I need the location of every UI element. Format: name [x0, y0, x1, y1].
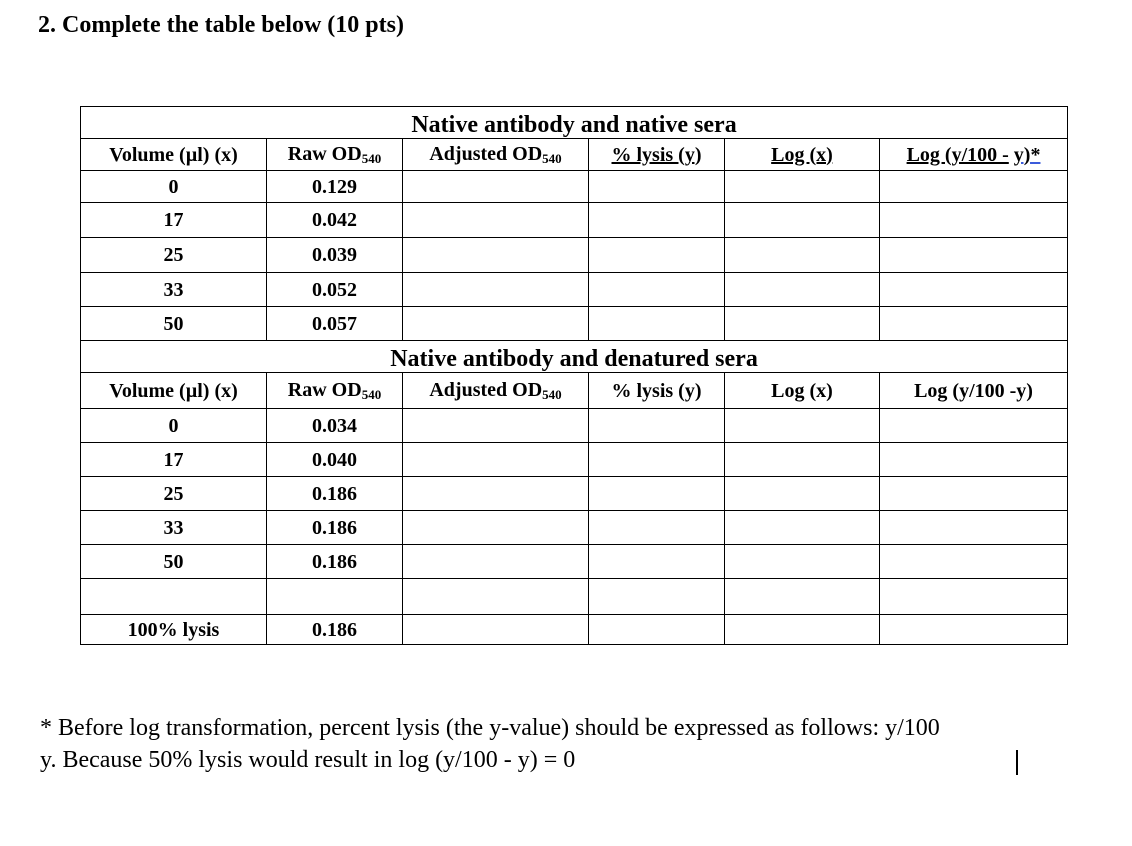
lysis-table	[80, 106, 1068, 645]
table-row	[81, 443, 1068, 477]
volume-cell: 50	[81, 307, 267, 341]
adjusted-od-cell[interactable]	[403, 307, 589, 341]
log-y-cell[interactable]	[880, 273, 1068, 307]
lysis-cell[interactable]	[589, 511, 725, 545]
log-x-cell[interactable]	[725, 511, 880, 545]
lysis-cell[interactable]	[589, 615, 725, 645]
adjusted-od-cell[interactable]	[403, 409, 589, 443]
section-caption-row	[81, 107, 1068, 139]
table-row	[81, 307, 1068, 341]
volume-cell: 17	[81, 203, 267, 238]
volume-cell: 17	[81, 443, 267, 477]
question-heading: 2. Complete the table below (10 pts)	[38, 12, 404, 38]
log-y-header: Log (y/100 -y)	[880, 373, 1068, 409]
full-lysis-row	[81, 615, 1068, 645]
lysis-cell[interactable]	[589, 273, 725, 307]
log-x-cell[interactable]	[725, 203, 880, 238]
header-row	[81, 139, 1068, 171]
full-lysis-raw-od: 0.186	[267, 615, 403, 645]
section-caption-row	[81, 341, 1068, 373]
adjusted-od-cell[interactable]	[403, 203, 589, 238]
table-row	[81, 171, 1068, 203]
log-x-cell[interactable]	[725, 238, 880, 273]
log-y-cell[interactable]	[880, 511, 1068, 545]
table-row	[81, 203, 1068, 238]
table-row	[81, 238, 1068, 273]
raw-od-cell: 0.052	[267, 273, 403, 307]
raw-od-cell: 0.042	[267, 203, 403, 238]
volume-cell: 33	[81, 273, 267, 307]
volume-cell: 0	[81, 409, 267, 443]
text-cursor	[1016, 750, 1018, 775]
adjusted-od-cell[interactable]	[403, 615, 589, 645]
log-y-cell[interactable]	[880, 307, 1068, 341]
table-row	[81, 477, 1068, 511]
table-row	[81, 409, 1068, 443]
blank-cell[interactable]	[725, 579, 880, 615]
lysis-header: % lysis (y)	[589, 373, 725, 409]
log-x-header: Log (x)	[725, 373, 880, 409]
log-x-cell[interactable]	[725, 171, 880, 203]
volume-cell: 25	[81, 477, 267, 511]
volume-cell: 50	[81, 545, 267, 579]
raw-od-cell: 0.186	[267, 545, 403, 579]
log-y-header: Log (y/100 - y)*	[880, 139, 1068, 171]
lysis-cell[interactable]	[589, 171, 725, 203]
raw-od-header: Raw $OD_{540}$	[267, 373, 403, 409]
adjusted-od-header: Adjusted $OD_{540}$	[403, 139, 589, 171]
table-row	[81, 273, 1068, 307]
log-x-cell[interactable]	[725, 307, 880, 341]
blank-cell[interactable]	[880, 579, 1068, 615]
raw-od-cell: 0.034	[267, 409, 403, 443]
footnote-line-2: y. Because 50% lysis would result in log (y/100 - y) = 0	[40, 747, 576, 773]
footnote-line-1: * Before log transformation, percent lysis (the y-value) should be expressed as follows: y/100	[40, 715, 940, 741]
raw-od-cell: 0.186	[267, 511, 403, 545]
log-y-cell[interactable]	[880, 615, 1068, 645]
adjusted-od-cell[interactable]	[403, 477, 589, 511]
blank-cell[interactable]	[81, 579, 267, 615]
lysis-cell[interactable]	[589, 409, 725, 443]
adjusted-od-cell[interactable]	[403, 443, 589, 477]
log-x-cell[interactable]	[725, 545, 880, 579]
log-x-cell[interactable]	[725, 615, 880, 645]
lysis-cell[interactable]	[589, 477, 725, 511]
adjusted-od-header: Adjusted $OD_{540}$	[403, 373, 589, 409]
full-lysis-label: 100% lysis	[81, 615, 267, 645]
volume-cell: 33	[81, 511, 267, 545]
raw-od-cell: 0.057	[267, 307, 403, 341]
raw-od-cell: 0.040	[267, 443, 403, 477]
volume-header: Volume (µl) (x)	[81, 139, 267, 171]
raw-od-header: Raw $OD_{540}$	[267, 139, 403, 171]
volume-cell: 25	[81, 238, 267, 273]
log-y-cell[interactable]	[880, 171, 1068, 203]
log-x-cell[interactable]	[725, 443, 880, 477]
lysis-header: % lysis (y)	[589, 139, 725, 171]
log-y-cell[interactable]	[880, 477, 1068, 511]
log-x-cell[interactable]	[725, 477, 880, 511]
blank-cell[interactable]	[267, 579, 403, 615]
lysis-cell[interactable]	[589, 307, 725, 341]
section-title: Native antibody and native sera	[81, 107, 1068, 139]
raw-od-cell: 0.129	[267, 171, 403, 203]
adjusted-od-cell[interactable]	[403, 545, 589, 579]
blank-row	[81, 579, 1068, 615]
log-x-cell[interactable]	[725, 273, 880, 307]
lysis-cell[interactable]	[589, 203, 725, 238]
adjusted-od-cell[interactable]	[403, 511, 589, 545]
adjusted-od-cell[interactable]	[403, 171, 589, 203]
raw-od-cell: 0.039	[267, 238, 403, 273]
footnote	[40, 712, 940, 776]
log-y-cell[interactable]	[880, 545, 1068, 579]
blank-cell[interactable]	[403, 579, 589, 615]
log-y-cell[interactable]	[880, 203, 1068, 238]
blank-cell[interactable]	[589, 579, 725, 615]
volume-cell: 0	[81, 171, 267, 203]
log-y-cell[interactable]	[880, 443, 1068, 477]
log-x-header: Log (x)	[725, 139, 880, 171]
lysis-cell[interactable]	[589, 545, 725, 579]
section-title: Native antibody and denatured sera	[81, 341, 1068, 373]
log-x-cell[interactable]	[725, 409, 880, 443]
raw-od-cell: 0.186	[267, 477, 403, 511]
lysis-cell[interactable]	[589, 238, 725, 273]
adjusted-od-cell[interactable]	[403, 238, 589, 273]
table-row	[81, 545, 1068, 579]
volume-header: Volume (µl) (x)	[81, 373, 267, 409]
lysis-cell[interactable]	[589, 443, 725, 477]
header-row	[81, 373, 1068, 409]
log-y-cell[interactable]	[880, 409, 1068, 443]
adjusted-od-cell[interactable]	[403, 273, 589, 307]
table-row	[81, 511, 1068, 545]
log-y-cell[interactable]	[880, 238, 1068, 273]
